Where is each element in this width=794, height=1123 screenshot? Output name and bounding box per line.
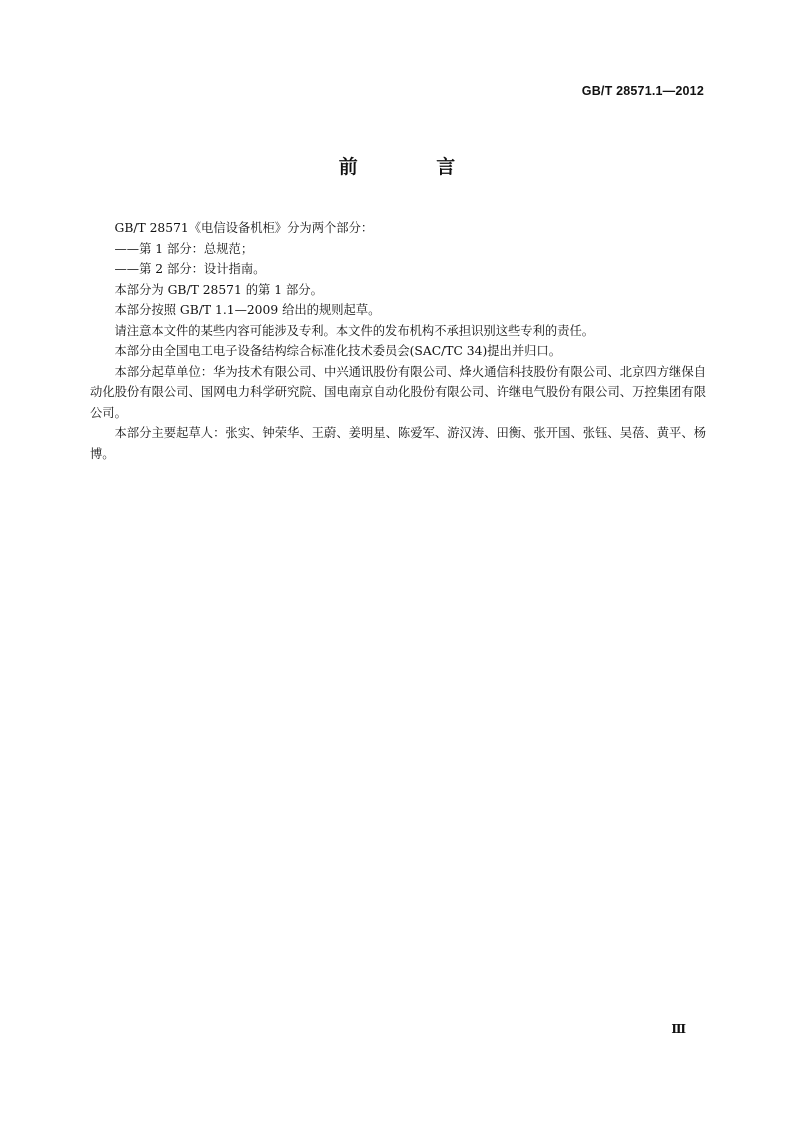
paragraph-this-part: 本部分为 GB/T 28571 的第 1 部分。 [114,282,323,297]
standard-number: GB/T 28571.1—2012 [581,84,704,98]
paragraph-drafting-units: 本部分起草单位：华为技术有限公司、中兴通讯股份有限公司、烽火通信科技股份有限公司、北京四方继保自动化股份有限公司、国网电力科学研究院、国电南京自动化股份有限公司、许继电气股份有限公司、万控集团有限公司。 [90,364,706,420]
page-number: Ⅲ [671,1022,686,1036]
paragraph-parts-intro: GB/T 28571《电信设备机柜》分为两个部分： [114,221,374,235]
paragraph-drafting-rules: 本部分按照 GB/T 1.1—2009 给出的规则起草。 [114,303,381,317]
paragraph-proposed-by: 本部分由全国电工电子设备结构综合标准化技术委员会(SAC/TC 34)提出并归口。 [114,344,562,358]
paragraph-patent-notice: 请注意本文件的某些内容可能涉及专利。本文件的发布机构不承担识别这些专利的责任。 [114,323,595,338]
paragraph-drafters: 本部分主要起草人：张实、钟荣华、王蔚、姜明星、陈爱军、游汉涛、田衡、张开国、张钰、吴蓓、黄平、杨博。 [90,426,706,461]
paragraph-part-2: ——第 2 部分：设计指南。 [114,262,266,276]
foreword-body [90,218,706,464]
paragraph-part-1: ——第 1 部分：总规范； [114,241,254,256]
page-title: 前 言 [338,156,492,178]
